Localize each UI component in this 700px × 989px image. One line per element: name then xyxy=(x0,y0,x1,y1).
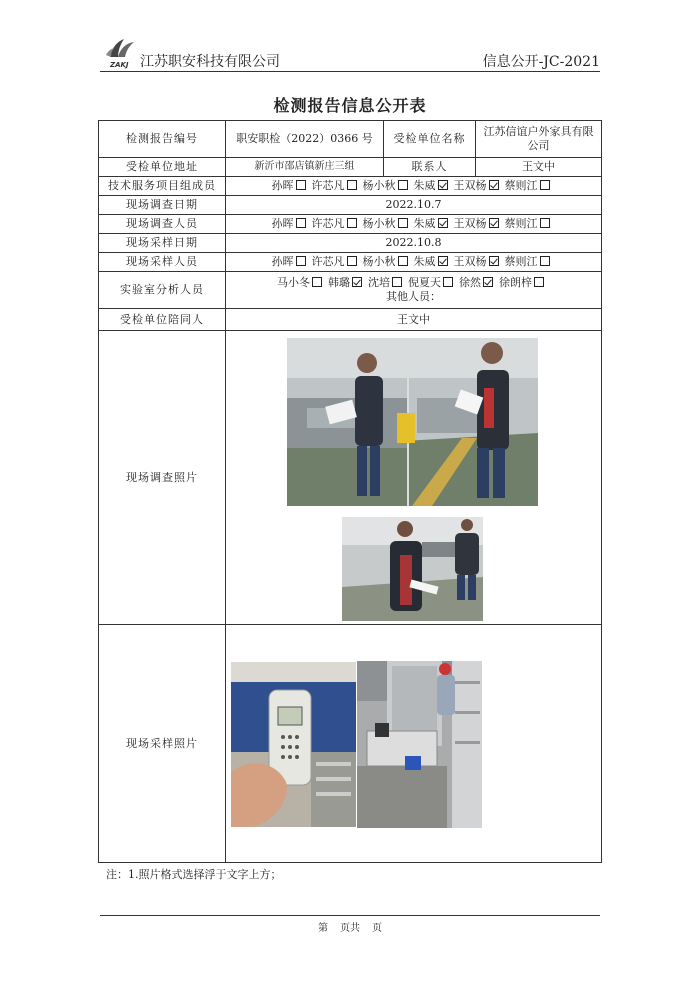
checkbox xyxy=(312,277,322,287)
report-no-value: 职安职检（2022）0366 号 xyxy=(226,121,384,158)
checkbox-checked xyxy=(438,256,448,266)
team-label: 技术服务项目组成员 xyxy=(99,177,226,196)
page-header xyxy=(100,35,600,72)
checkbox-checked xyxy=(352,277,362,287)
checkbox xyxy=(347,180,357,190)
sampling-photo-2 xyxy=(357,661,482,828)
survey-staff-label: 现场调查人员 xyxy=(99,215,226,234)
table-row xyxy=(99,234,602,253)
checkbox-checked xyxy=(489,256,499,266)
sampling-date-label: 现场采样日期 xyxy=(99,234,226,253)
checkbox xyxy=(540,256,550,266)
checkbox xyxy=(540,218,550,228)
table-row xyxy=(99,215,602,234)
footer-divider xyxy=(100,915,600,916)
survey-photo-label: 现场调查照片 xyxy=(99,331,226,625)
table-row xyxy=(99,253,602,272)
report-no-label: 检测报告编号 xyxy=(99,121,226,158)
survey-date-label: 现场调查日期 xyxy=(99,196,226,215)
footer-page: 第 xyxy=(318,923,328,934)
survey-photo-1 xyxy=(287,338,538,506)
checkbox-checked xyxy=(489,218,499,228)
address-label: 受检单位地址 xyxy=(99,158,226,177)
footnote: 注：1.照片格式选择浮于文字上方； xyxy=(106,868,282,881)
page-footer xyxy=(0,919,700,934)
team-members: 孙晖 许芯凡 杨小秋 朱威 王双杨 蔡则江 xyxy=(226,177,602,196)
svg-text:ZAKJ: ZAKJ xyxy=(110,61,129,69)
checkbox xyxy=(443,277,453,287)
checkbox-checked xyxy=(483,277,493,287)
company-logo xyxy=(102,35,140,69)
checkbox xyxy=(398,256,408,266)
table-row xyxy=(99,309,602,331)
survey-photo-2 xyxy=(342,517,483,621)
checkbox xyxy=(347,218,357,228)
escort-label: 受检单位陪同人 xyxy=(99,309,226,331)
lab-other: 其他人员： xyxy=(386,290,441,303)
company-name: 江苏职安科技有限公司 xyxy=(140,54,280,70)
checkbox-checked xyxy=(438,218,448,228)
checkbox xyxy=(392,277,402,287)
lab-staff: 马小冬 韩璐 沈培 倪夏天 徐然 徐朗梓 其他人员： xyxy=(226,272,602,309)
checkbox-checked xyxy=(489,180,499,190)
table-row xyxy=(99,177,602,196)
checkbox xyxy=(398,218,408,228)
checkbox xyxy=(540,180,550,190)
unit-name-value: 江苏信谊户外家具有限公司 xyxy=(476,121,602,158)
document-code: 信息公开-JC-2021 xyxy=(482,54,600,70)
sampling-date-value: 2022.10.8 xyxy=(226,234,602,253)
footer-mid: 页共 xyxy=(340,923,360,934)
sampling-staff: 孙晖 许芯凡 杨小秋 朱威 王双杨 蔡则江 xyxy=(226,253,602,272)
address-value: 新沂市邵店镇新庄三组 xyxy=(226,158,384,177)
checkbox-checked xyxy=(438,180,448,190)
sampling-staff-label: 现场采样人员 xyxy=(99,253,226,272)
footer-end: 页 xyxy=(372,923,382,934)
table-row xyxy=(99,158,602,177)
sampling-photo-label: 现场采样照片 xyxy=(99,625,226,863)
lab-label: 实验室分析人员 xyxy=(99,272,226,309)
unit-name-label: 受检单位名称 xyxy=(384,121,476,158)
checkbox xyxy=(534,277,544,287)
checkbox xyxy=(347,256,357,266)
escort-value: 王文中 xyxy=(226,309,602,331)
checkbox xyxy=(296,180,306,190)
survey-date-value: 2022.10.7 xyxy=(226,196,602,215)
page-title: 检测报告信息公开表 xyxy=(273,96,427,115)
contact-value: 王文中 xyxy=(476,158,602,177)
table-row xyxy=(99,121,602,158)
survey-staff: 孙晖 许芯凡 杨小秋 朱威 王双杨 蔡则江 xyxy=(226,215,602,234)
checkbox xyxy=(296,218,306,228)
checkbox xyxy=(398,180,408,190)
table-row xyxy=(99,272,602,309)
contact-label: 联系人 xyxy=(384,158,476,177)
table-row xyxy=(99,196,602,215)
checkbox xyxy=(296,256,306,266)
sampling-photo-1 xyxy=(231,662,356,827)
